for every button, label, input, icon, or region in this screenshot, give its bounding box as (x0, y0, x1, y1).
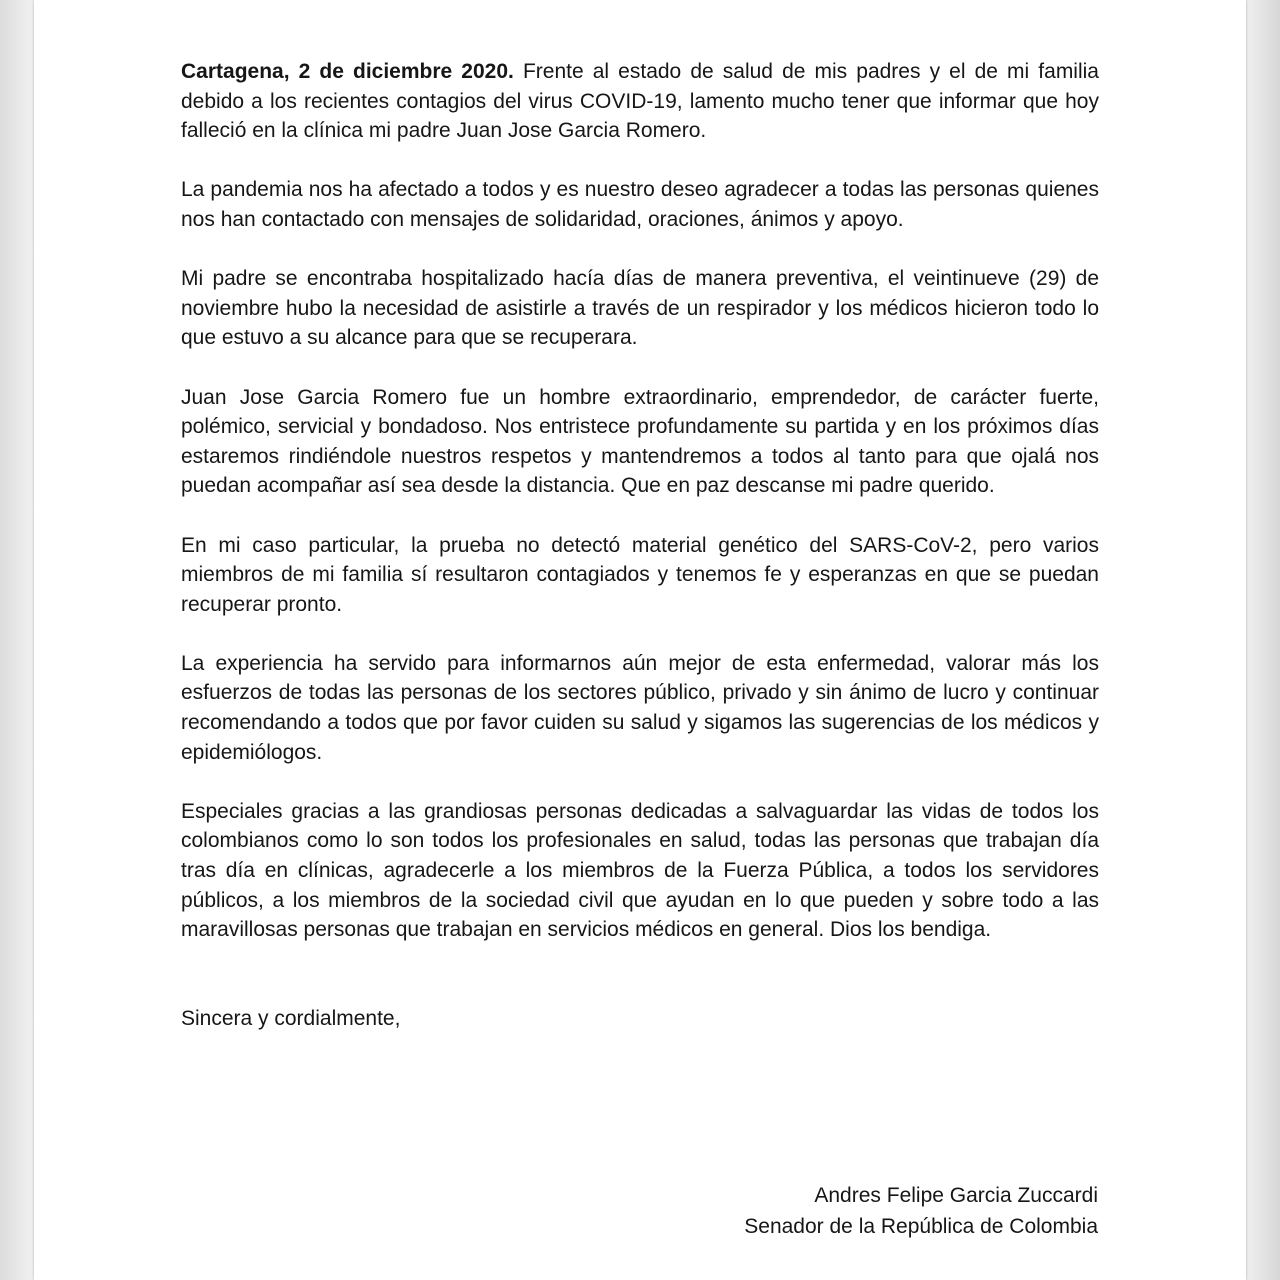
signature-block (744, 1180, 1098, 1242)
letter-body (181, 57, 1099, 1063)
opening-text: Frente al estado de salud de mis padres y el de mi familia debido a los recientes contagios del virus COVID-19, lamento mucho tener que informar que hoy falleció en la clínica mi padre Juan Jose Garcia Romero. (181, 60, 1099, 143)
right-page-edge (1246, 0, 1280, 1280)
left-page-edge (0, 0, 34, 1280)
paragraph-gratitude: La pandemia nos ha afectado a todos y es nuestro deseo agradecer a todas las personas quienes nos han contactado con mensajes de solidaridad, oraciones, ánimos y apoyo. (181, 178, 1099, 231)
paragraph-thanks: Especiales gracias a las grandiosas personas dedicadas a salvaguardar las vidas de todos los colombianos como lo son todos los profesionales en salud, todas las personas que trabajan día tras día en clínicas, agradecerle a los miembros de la Fuerza Pública, a todos los servidores públicos, a los miembros de la sociedad civil que ayudan en lo que pueden y sobre todo a las maravillosas personas que trabajan en servicios médicos en general. Dios los bendiga. (181, 799, 1099, 942)
opening-paragraph (181, 57, 1099, 146)
paragraph-test-result: En mi caso particular, la prueba no detectó material genético del SARS-CoV-2, pero varios miembros de mi familia sí resultaron contagiados y tenemos fe y esperanzas en que se puedan recuperar pronto. (181, 533, 1099, 616)
date-location-heading: Cartagena, 2 de diciembre 2020. (181, 60, 514, 83)
signature-name: Andres Felipe Garcia Zuccardi (814, 1184, 1098, 1207)
paragraph-tribute: Juan Jose Garcia Romero fue un hombre extraordinario, emprendedor, de carácter fuerte, polémico, servicial y bondadoso. Nos entristece profundamente su partida y en los próximos días estaremos rindiéndole nuestros respetos y mantendremos a todos al tanto para que ojalá nos puedan acompañar así sea desde la distancia. Que en paz descanse mi padre querido. (181, 385, 1099, 498)
paragraph-hospitalization: Mi padre se encontraba hospitalizado hacía días de manera preventiva, el veintinueve (29) de noviembre hubo la necesidad de asistirle a través de un respirador y los médicos hicieron todo lo que estuvo a su alcance para que se recuperara. (181, 267, 1099, 350)
closing-salutation: Sincera y cordialmente, (181, 1006, 401, 1030)
paragraph-experience: La experiencia ha servido para informarnos aún mejor de esta enfermedad, valorar más los esfuerzos de todas las personas de los sectores público, privado y sin ánimo de lucro y continuar recomendando a todos que por favor cuiden su salud y sigamos las sugerencias de los médicos y epidemiólogos. (181, 651, 1099, 764)
signature-title: Senador de la República de Colombia (744, 1215, 1098, 1238)
